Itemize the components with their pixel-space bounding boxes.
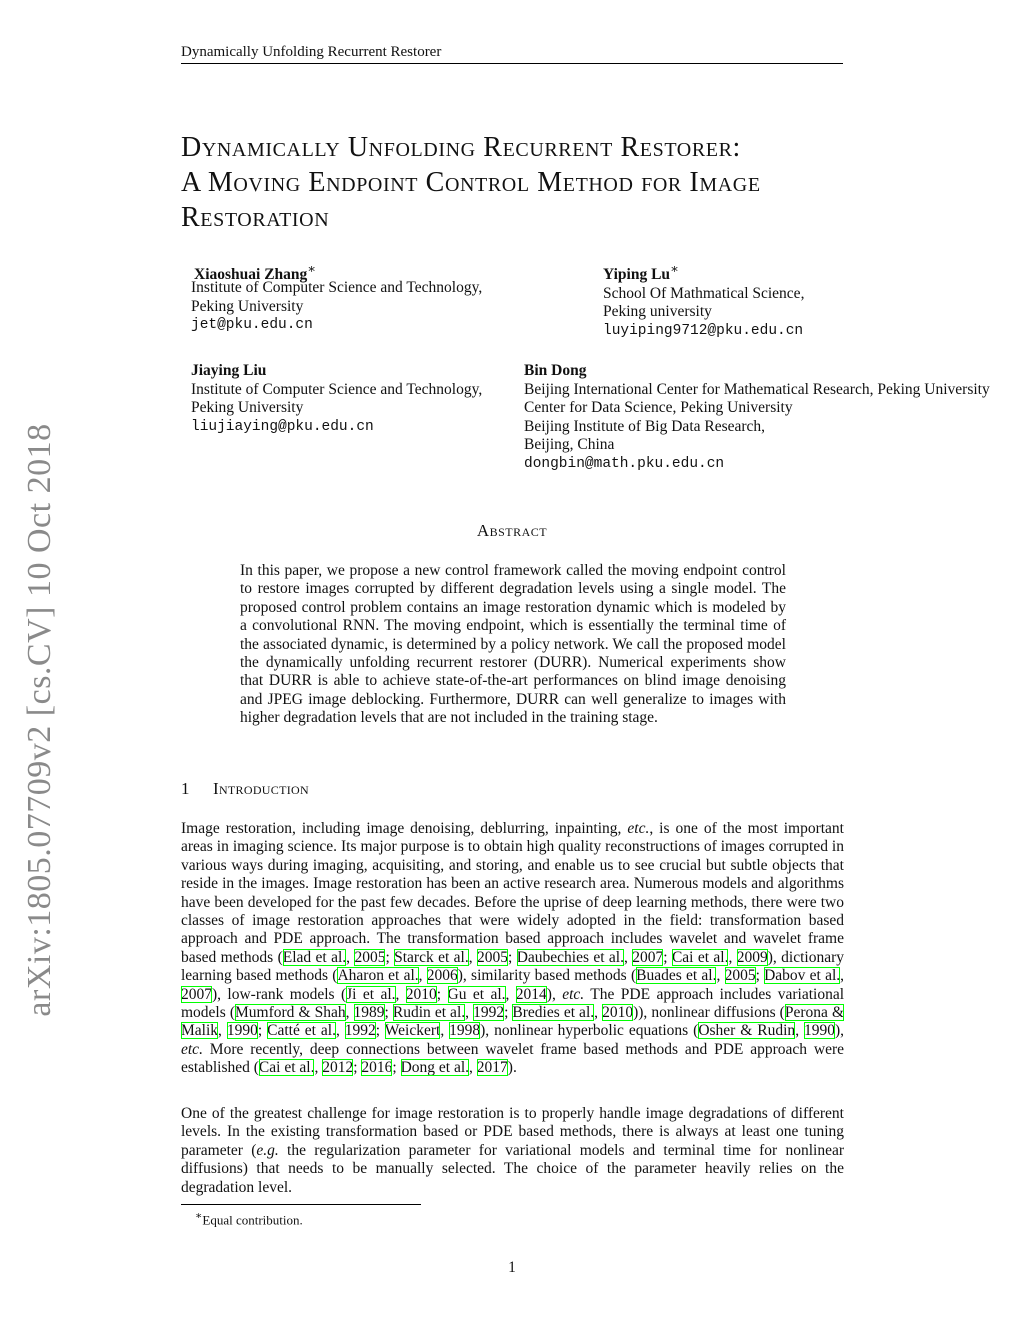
section-title: Introduction [213,779,309,798]
affiliation-line: Peking University [191,399,304,416]
author-mark: ∗ [670,261,679,276]
affiliation-line: Beijing, China [524,436,615,453]
citation-link[interactable]: 1990 [804,1022,836,1040]
section-heading [181,779,309,799]
text-run: ), similarity based methods ( [457,967,637,985]
citation-link[interactable]: Gu et al. [447,985,506,1003]
abstract-heading: Abstract [476,521,548,540]
citation-link[interactable]: Dabov et al. [764,967,841,985]
text-run: ), [546,985,563,1003]
section-number: 1 [181,779,190,798]
citation-link[interactable]: Starck et al. [394,948,469,966]
author-name: Jiaying Liu [191,362,267,379]
arxiv-identifier: arXiv:1805.07709v2 [cs.CV] 10 Oct 2018 [21,423,58,1017]
text-run: ; [385,948,395,966]
text-run: , [624,948,633,966]
citation-link[interactable]: 2005 [477,948,508,966]
citation-link[interactable]: Cai et al. [671,948,729,966]
citation-link[interactable]: Weickert [384,1022,441,1040]
citation-link[interactable]: 2005 [354,948,386,966]
author-name: Xiaoshuai Zhang [194,266,308,284]
citation-link[interactable]: 1992 [344,1022,376,1040]
author-name: Yiping Lu [603,266,671,284]
citation-link[interactable]: Dong et al. [400,1059,470,1077]
text-run: , [345,1004,354,1022]
author-block [191,362,482,436]
text-run: ), low-rank models ( [212,985,347,1003]
author-block [603,260,804,340]
arxiv-side-stamp [20,423,60,1017]
affiliation-line: Beijing Institute of Big Data Research, [524,417,766,435]
citation-link[interactable]: Rudin et al. [392,1004,466,1022]
text-run: ; [755,967,765,985]
title-line: A Moving Endpoint Control Method for Image [181,167,761,198]
text-run: , [465,1004,474,1022]
text-run: More recently, deep connections between wavelet frame based methods and PDE approach were established ( [181,1040,844,1077]
text-run: , [469,1059,477,1077]
citation-link[interactable]: Perona & Malik [181,1004,844,1040]
citation-link[interactable]: 1990 [226,1022,258,1040]
italic-text: etc. [181,1040,203,1058]
text-run: , [728,948,737,966]
text-run: , [716,967,725,985]
text-run: Image restoration, including image denoising, deblurring, inpainting, [181,820,628,837]
affiliation-line: Peking University [191,297,304,315]
text-run: ; [392,1059,401,1077]
citation-link[interactable]: Aharon et al. [337,967,419,985]
text-run: ; [663,948,672,966]
text-run: ; [375,1022,385,1040]
text-run: ), dictionary learning based methods ( [181,948,845,985]
text-run: , [468,948,477,966]
text-run: , is one of the most important areas in imaging science. Its major purpose is to obtain high quality reconstructions of images corrupted in various ways during imaging, acquisiting, and storing, and enable us to see crucial but subtle objects that reside in the images. Image restoration has been an active research area. Numerous models and algorithms have been developed for the past few decades. Before the uprise of deep learning methods, there were two classes of image restoration approaches that were widely adopted in the field: transformation based approach and PDE approach. The transformation based approach includes wavelet and wavelet frame based methods ( [181,820,844,966]
text-run: )), nonlinear diffusions ( [633,1004,785,1022]
running-head: Dynamically Unfolding Recurrent Restorer [181,44,843,64]
citation-link[interactable]: 2007 [181,985,212,1003]
italic-text: etc. [627,820,650,837]
text-run: The PDE approach includes variational models ( [181,985,845,1022]
author-email[interactable]: liujiaying@pku.edu.cn [191,418,374,435]
text-run: , [795,1022,805,1040]
text-run: , [594,1004,603,1022]
citation-link[interactable]: 1989 [353,1004,385,1022]
text-run: ; [508,948,517,966]
text-run: , [505,985,516,1003]
text-run: ). [507,1059,517,1077]
citation-link[interactable]: Daubechies et al. [516,948,624,966]
text-run: , [346,948,355,966]
text-run: ; [257,1022,268,1040]
footnote-rule [181,1204,421,1205]
abstract-body: In this paper, we propose a new control framework called the moving endpoint control to restore images corrupted by different degradation levels using a single model. The proposed control problem contains an image restoration dynamic which is modeled by a convolutional RNN. The moving endpoint, which is essentially the terminal time of the associated dynamic, is determined by a policy network. We call the proposed model the dynamically unfolding recurrent restorer (DURR). Numerical experiments show that DURR is able to achieve state-of-the-art performances on blind image denoising and JPEG image deblocking. Furthermore, DURR can well generalize to images with higher degradation levels that are not included in the training stage. [240,562,786,727]
citation-link[interactable]: 1998 [449,1022,481,1040]
paper-title [181,130,861,235]
text-run: ; [384,1004,393,1022]
author-affiliation [191,279,482,335]
citation-link[interactable]: 2009 [736,948,768,966]
citation-link[interactable]: 2007 [632,948,664,966]
affiliation-line: School Of Mathmatical Science, [603,284,805,302]
text-run: , [218,1022,227,1040]
text-run: , [418,967,427,985]
introduction-paragraph-1 [181,820,844,1078]
citation-link[interactable]: Elad et al. [282,948,347,966]
page-number: 1 [508,1259,516,1276]
citation-link[interactable]: 2010 [405,985,437,1003]
footnote-mark: ∗ [195,1210,203,1222]
citation-link[interactable]: 2017 [476,1059,508,1077]
text-run: ), [835,1022,845,1040]
text-run: , [314,1059,323,1077]
citation-link[interactable]: Buades et al. [636,967,717,985]
citation-link[interactable]: Cai et al. [258,1059,315,1077]
citation-link[interactable]: 1992 [473,1004,505,1022]
citation-link[interactable]: 2014 [515,985,547,1003]
affiliation-line: Institute of Computer Science and Technology, [191,279,483,296]
author-email[interactable]: luyiping9712@pku.edu.cn [603,322,804,339]
affiliation-line: Institute of Computer Science and Technology, [191,380,483,398]
text-run: , [840,967,845,985]
text-run: the regularization parameter for variational models and terminal time for nonlinear diffusions) that needs to be manually selected. The choice of the parameter heavily relies on the degradation level. [181,1141,844,1196]
text-run: , [440,1022,450,1040]
author-email[interactable]: jet@pku.edu.cn [191,317,313,333]
citation-link[interactable]: Bredies et al. [512,1004,595,1022]
text-run: ; [353,1059,362,1077]
author-email[interactable]: dongbin@math.pku.edu.cn [524,455,725,472]
footnote [195,1209,303,1228]
citation-link[interactable]: 2016 [361,1059,393,1077]
text-run: ; [436,985,448,1003]
citation-link[interactable]: Catté et al. [267,1022,336,1040]
affiliation-line: Beijing International Center for Mathematical Research, Peking University [524,380,990,398]
citation-link[interactable]: 2006 [426,967,458,985]
text-run: ), nonlinear hyperbolic equations ( [480,1022,699,1040]
citation-link[interactable]: 2012 [322,1059,354,1077]
citation-link[interactable]: Osher & Rudin [698,1022,796,1040]
citation-link[interactable]: Ji et al. [346,985,396,1003]
title-line: Restoration [181,202,330,233]
text-run: One of the greatest challenge for image restoration is to properly handle image degradations of different levels. In the existing transformation based or PDE based methods, there is always at least one tuning parameter ( [181,1105,844,1159]
citation-link[interactable]: 2010 [602,1004,634,1022]
affiliation-line: Peking university [603,303,712,321]
text-run: , [395,985,406,1003]
text-run: , [335,1022,345,1040]
italic-text: etc. [562,985,585,1003]
affiliation-line: Center for Data Science, Peking University [524,399,793,416]
title-line: Dynamically Unfolding Recurrent Restorer: [181,132,741,163]
citation-link[interactable]: Mumford & Shah [235,1004,346,1022]
introduction-paragraph-2 [181,1105,844,1197]
author-block [524,362,1024,473]
italic-text: e.g. [256,1141,279,1159]
author-mark: ∗ [307,261,317,276]
citation-link[interactable]: 2005 [724,967,756,985]
footnote-text: Equal contribution. [202,1212,303,1228]
text-run: ; [504,1004,513,1022]
author-name: Bin Dong [524,362,587,379]
